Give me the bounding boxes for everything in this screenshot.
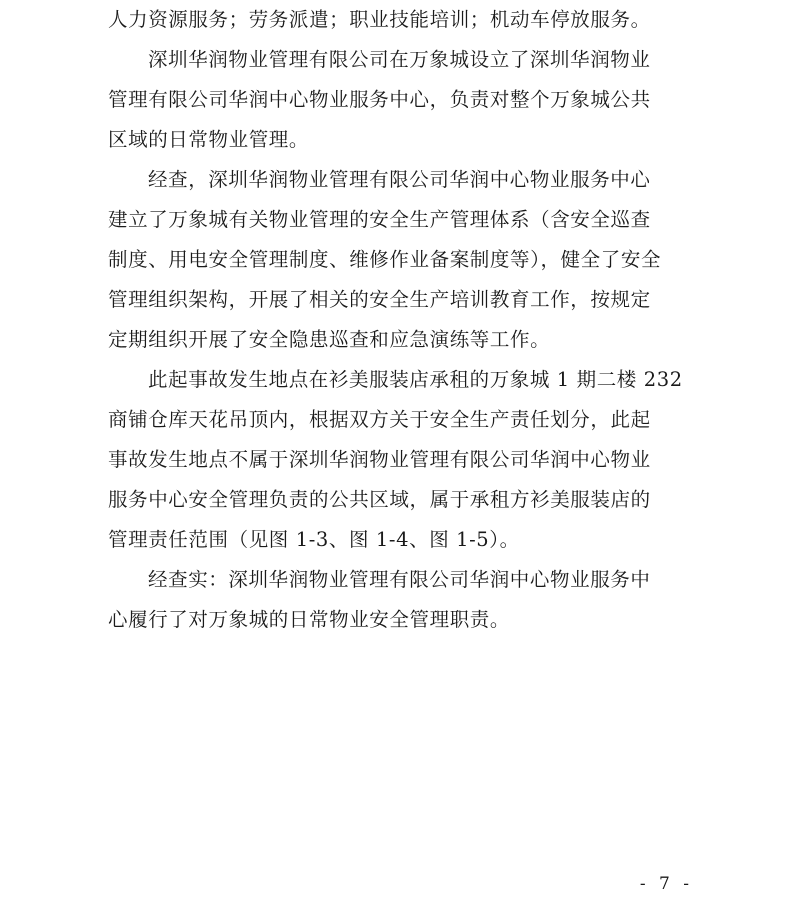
- page-number: - 7 -: [639, 874, 693, 894]
- paragraph-service-center: [108, 40, 690, 160]
- paragraph-accident-location: [108, 360, 690, 560]
- paragraph-continuation: [108, 0, 690, 40]
- text-line: 管理有限公司华润中心物业服务中心，负责对整个万象城公共: [108, 88, 651, 111]
- text-line: 经查实：深圳华润物业管理有限公司华润中心物业服务中: [148, 568, 651, 591]
- text-line: 建立了万象城有关物业管理的安全生产管理体系（含安全巡查: [108, 208, 651, 231]
- text-line: 管理组织架构，开展了相关的安全生产培训教育工作，按规定: [108, 288, 651, 311]
- text-line: 制度、用电安全管理制度、维修作业备案制度等），健全了安全: [108, 248, 662, 271]
- text-line: 定期组织开展了安全隐患巡查和应急演练等工作。: [108, 328, 551, 351]
- text-line: 事故发生地点不属于深圳华润物业管理有限公司华润中心物业: [108, 448, 651, 471]
- text-line: 此起事故发生地点在衫美服装店承租的万象城 1 期二楼 232: [148, 368, 683, 391]
- text-line: 深圳华润物业管理有限公司在万象城设立了深圳华润物业: [148, 48, 651, 71]
- text-line: 经查，深圳华润物业管理有限公司华润中心物业服务中心: [148, 168, 651, 191]
- text-line: 心履行了对万象城的日常物业安全管理职责。: [108, 608, 511, 631]
- text-line: 区域的日常物业管理。: [108, 128, 310, 151]
- text-line: 管理责任范围（见图 1-3、图 1-4、图 1-5）。: [108, 528, 520, 551]
- page-footer: [0, 872, 793, 896]
- text-line: 商铺仓库天花吊顶内，根据双方关于安全生产责任划分，此起: [108, 408, 651, 431]
- text-line: 人力资源服务；劳务派遣；职业技能培训；机动车停放服务。: [108, 8, 651, 31]
- paragraph-verification: [108, 560, 690, 640]
- paragraph-safety-system: [108, 160, 690, 360]
- text-line: 服务中心安全管理负责的公共区域，属于承租方衫美服装店的: [108, 488, 651, 511]
- document-body: [108, 0, 690, 640]
